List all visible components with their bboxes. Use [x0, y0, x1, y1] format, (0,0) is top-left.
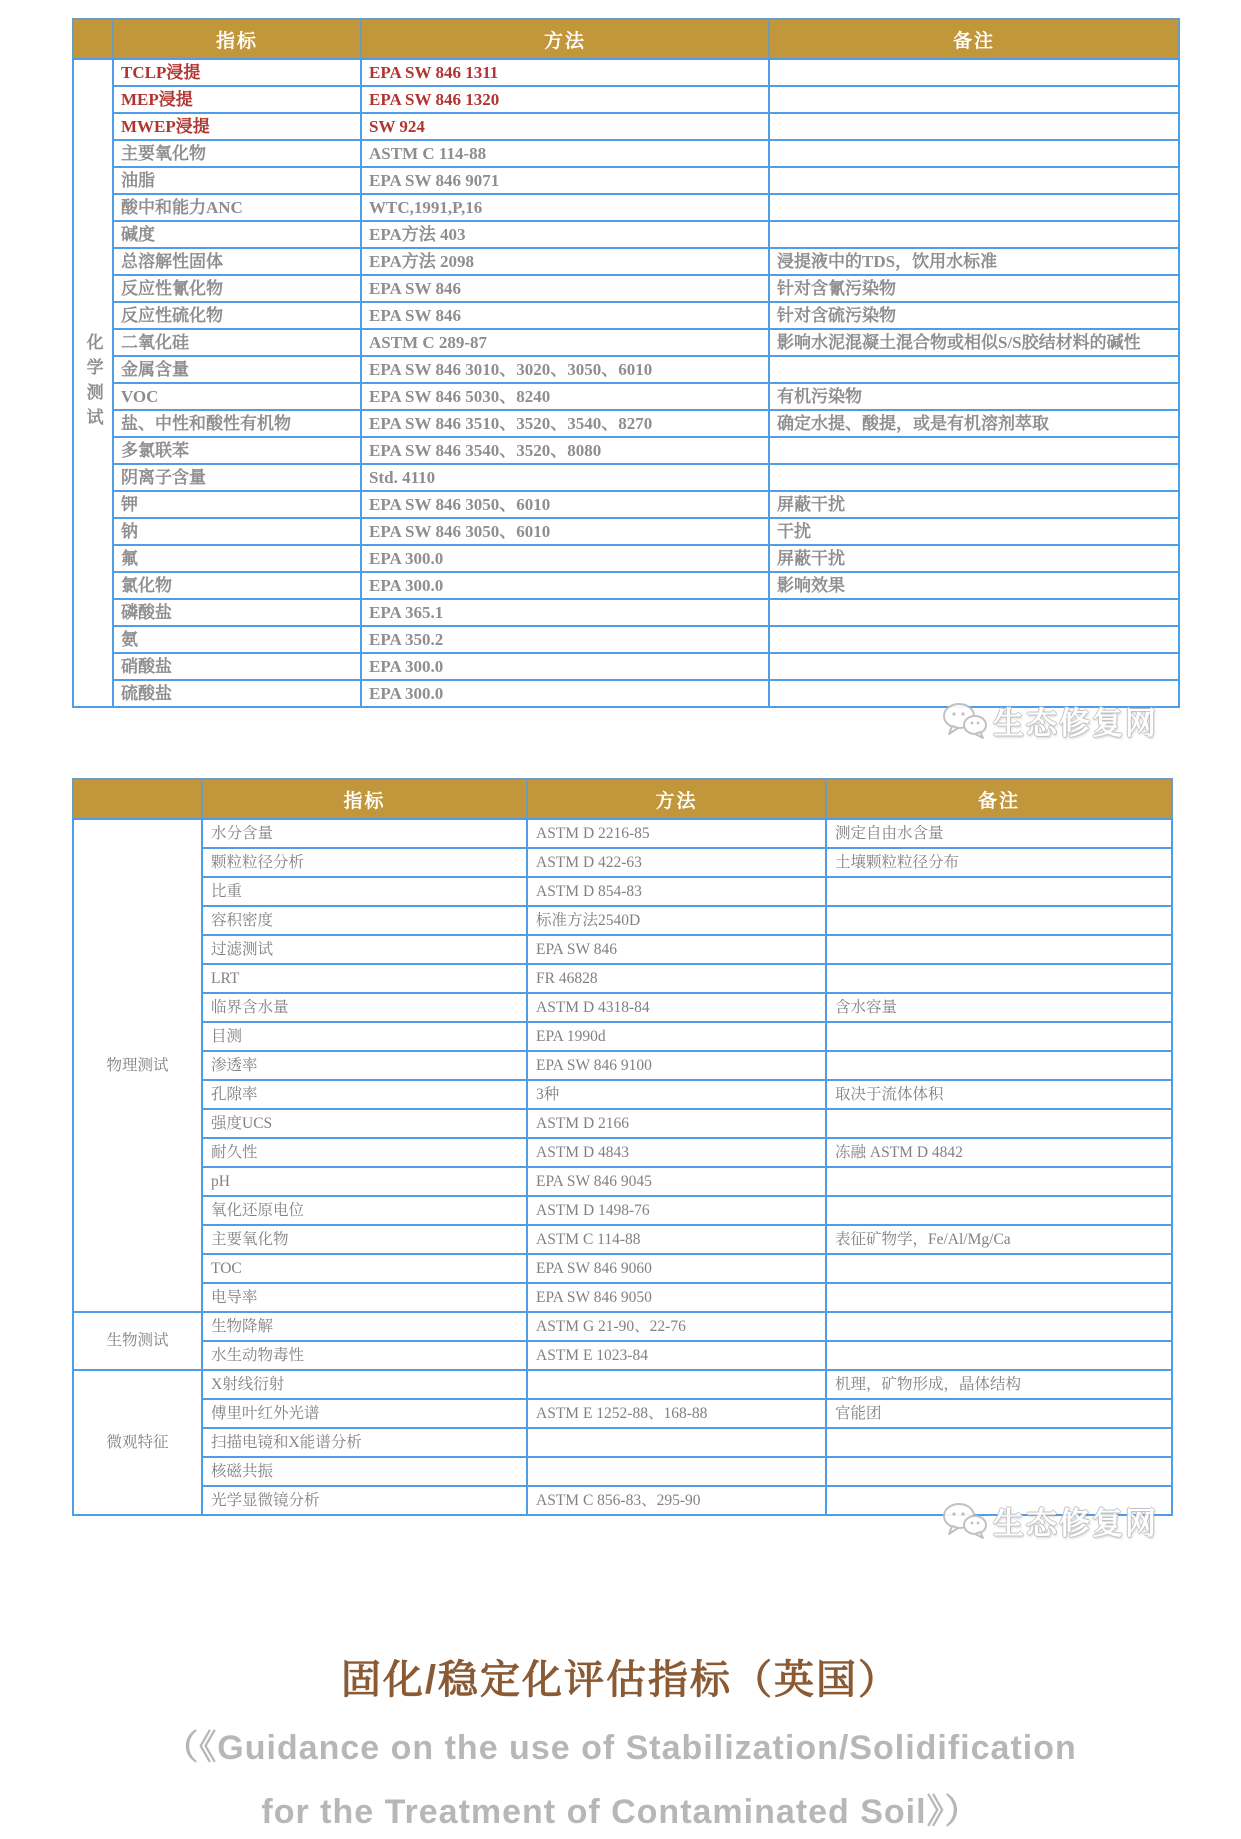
- table-row: [73, 906, 1172, 935]
- indicator-cell: MWEP浸提: [113, 113, 361, 140]
- table-row: [73, 275, 1179, 302]
- note-cell: [826, 964, 1172, 993]
- note-cell: 表征矿物学，Fe/Al/Mg/Ca: [826, 1225, 1172, 1254]
- method-cell: ASTM E 1252-88、168-88: [527, 1399, 826, 1428]
- note-cell: 针对含硫污染物: [769, 302, 1179, 329]
- method-cell: WTC,1991,P,16: [361, 194, 769, 221]
- indicator-cell: 水分含量: [202, 819, 527, 848]
- indicator-cell: X射线衍射: [202, 1370, 527, 1399]
- indicator-cell: 油脂: [113, 167, 361, 194]
- method-cell: EPA SW 846 3540、3520、8080: [361, 437, 769, 464]
- table-row: [73, 848, 1172, 877]
- note-cell: [769, 59, 1179, 86]
- table-row: [73, 1051, 1172, 1080]
- method-cell: EPA SW 846: [361, 275, 769, 302]
- row-group-label: 微观特征: [73, 1370, 202, 1515]
- table-row: [73, 113, 1179, 140]
- method-cell: EPA SW 846 3050、6010: [361, 518, 769, 545]
- table-row: [73, 1022, 1172, 1051]
- indicator-cell: 氟: [113, 545, 361, 572]
- method-cell: EPA 300.0: [361, 653, 769, 680]
- table-row: [73, 1109, 1172, 1138]
- row-group-label: 物理测试: [73, 819, 202, 1312]
- method-cell: EPA 350.2: [361, 626, 769, 653]
- table-row: [73, 819, 1172, 848]
- method-cell: EPA SW 846 5030、8240: [361, 383, 769, 410]
- column-header-indicator: 指标: [202, 779, 527, 819]
- watermark-text: 生态修复网: [993, 1506, 1158, 1541]
- indicator-cell: 耐久性: [202, 1138, 527, 1167]
- table-header-row: [73, 19, 1179, 59]
- note-cell: [826, 1486, 1172, 1515]
- table-row: [73, 1254, 1172, 1283]
- indicator-cell: pH: [202, 1167, 527, 1196]
- table-row: [73, 599, 1179, 626]
- indicator-cell: MEP浸提: [113, 86, 361, 113]
- note-cell: 含水容量: [826, 993, 1172, 1022]
- method-cell: EPA 300.0: [361, 572, 769, 599]
- method-cell: ASTM C 856-83、295-90: [527, 1486, 826, 1515]
- indicator-cell: VOC: [113, 383, 361, 410]
- indicator-cell: 钾: [113, 491, 361, 518]
- table-row: [73, 221, 1179, 248]
- table-row: [73, 1341, 1172, 1370]
- row-group-label: 化学测试: [73, 59, 113, 707]
- indicator-cell: 比重: [202, 877, 527, 906]
- indicator-cell: 目测: [202, 1022, 527, 1051]
- note-cell: [769, 437, 1179, 464]
- method-cell: EPA SW 846 1320: [361, 86, 769, 113]
- note-cell: 冻融 ASTM D 4842: [826, 1138, 1172, 1167]
- table-row: [73, 653, 1179, 680]
- note-cell: [826, 1051, 1172, 1080]
- indicator-cell: 光学显微镜分析: [202, 1486, 527, 1515]
- note-cell: [769, 194, 1179, 221]
- table-row: [73, 1370, 1172, 1399]
- method-cell: ASTM D 422-63: [527, 848, 826, 877]
- note-cell: 有机污染物: [769, 383, 1179, 410]
- note-cell: 浸提液中的TDS，饮用水标准: [769, 248, 1179, 275]
- table-row: [73, 329, 1179, 356]
- method-cell: EPA SW 846 3510、3520、3540、8270: [361, 410, 769, 437]
- table-row: [73, 383, 1179, 410]
- table-row: [73, 194, 1179, 221]
- note-cell: [826, 877, 1172, 906]
- note-cell: 测定自由水含量: [826, 819, 1172, 848]
- method-cell: EPA SW 846 9071: [361, 167, 769, 194]
- corner-cell: [73, 779, 202, 819]
- table-row: [73, 1138, 1172, 1167]
- note-cell: 确定水提、酸提，或是有机溶剂萃取: [769, 410, 1179, 437]
- indicator-cell: TCLP浸提: [113, 59, 361, 86]
- note-cell: [769, 113, 1179, 140]
- indicator-cell: 反应性氰化物: [113, 275, 361, 302]
- method-cell: 3种: [527, 1080, 826, 1109]
- table-row: [73, 1283, 1172, 1312]
- method-cell: EPA SW 846 9100: [527, 1051, 826, 1080]
- table-row: [73, 1080, 1172, 1109]
- method-cell: Std. 4110: [361, 464, 769, 491]
- table-row: [73, 464, 1179, 491]
- method-cell: EPA 300.0: [361, 545, 769, 572]
- corner-cell: [73, 19, 113, 59]
- indicator-cell: 容积密度: [202, 906, 527, 935]
- table-row: [73, 1196, 1172, 1225]
- method-cell: ASTM D 2216-85: [527, 819, 826, 848]
- note-cell: [769, 86, 1179, 113]
- method-cell: [527, 1370, 826, 1399]
- indicator-cell: 扫描电镜和X能谱分析: [202, 1428, 527, 1457]
- table-row: [73, 437, 1179, 464]
- table-row: [73, 964, 1172, 993]
- table-row: [73, 86, 1179, 113]
- method-cell: EPA SW 846 9045: [527, 1167, 826, 1196]
- note-cell: [769, 356, 1179, 383]
- method-cell: ASTM E 1023-84: [527, 1341, 826, 1370]
- note-cell: [826, 1167, 1172, 1196]
- indicator-cell: 多氯联苯: [113, 437, 361, 464]
- table-header-row: [73, 779, 1172, 819]
- indicator-cell: LRT: [202, 964, 527, 993]
- watermark-text: 生态修复网: [993, 706, 1158, 741]
- method-cell: EPA 365.1: [361, 599, 769, 626]
- table-row: [73, 935, 1172, 964]
- method-cell: 标准方法2540D: [527, 906, 826, 935]
- method-cell: EPA SW 846 9050: [527, 1283, 826, 1312]
- table-row: [73, 248, 1179, 275]
- note-cell: [769, 653, 1179, 680]
- method-cell: ASTM C 289-87: [361, 329, 769, 356]
- indicator-cell: 钠: [113, 518, 361, 545]
- indicator-cell: 强度UCS: [202, 1109, 527, 1138]
- chemical-test-table: [72, 18, 1180, 708]
- note-cell: [769, 221, 1179, 248]
- table-row: [73, 302, 1179, 329]
- method-cell: EPA 300.0: [361, 680, 769, 707]
- indicator-cell: 碱度: [113, 221, 361, 248]
- method-cell: EPA SW 846 9060: [527, 1254, 826, 1283]
- indicator-cell: 核磁共振: [202, 1457, 527, 1486]
- column-header-note: 备注: [769, 19, 1179, 59]
- note-cell: [826, 1341, 1172, 1370]
- method-cell: ASTM D 854-83: [527, 877, 826, 906]
- note-cell: [826, 935, 1172, 964]
- table-row: [73, 1399, 1172, 1428]
- indicator-cell: 电导率: [202, 1283, 527, 1312]
- table-row: [73, 1428, 1172, 1457]
- note-cell: [826, 906, 1172, 935]
- table-row: [73, 140, 1179, 167]
- note-cell: [826, 1428, 1172, 1457]
- indicator-cell: 总溶解性固体: [113, 248, 361, 275]
- method-cell: ASTM C 114-88: [361, 140, 769, 167]
- indicator-cell: 氯化物: [113, 572, 361, 599]
- column-header-method: 方法: [527, 779, 826, 819]
- method-cell: SW 924: [361, 113, 769, 140]
- note-cell: [826, 1254, 1172, 1283]
- method-cell: EPA SW 846 1311: [361, 59, 769, 86]
- indicator-cell: 主要氧化物: [202, 1225, 527, 1254]
- caption-title: 固化/稳定化评估指标（英国）: [340, 1658, 901, 1702]
- method-cell: EPA SW 846: [527, 935, 826, 964]
- indicator-cell: 水生动物毒性: [202, 1341, 527, 1370]
- caption-subtitle-line1: （《Guidance on the use of Stabilization/Solidification: [164, 1729, 1077, 1767]
- note-cell: [826, 1109, 1172, 1138]
- method-cell: EPA SW 846 3010、3020、3050、6010: [361, 356, 769, 383]
- note-cell: 取决于流体体积: [826, 1080, 1172, 1109]
- table-row: [73, 572, 1179, 599]
- method-cell: EPA SW 846: [361, 302, 769, 329]
- indicator-cell: TOC: [202, 1254, 527, 1283]
- physical-bio-micro-table: [72, 778, 1173, 1516]
- note-cell: [826, 1196, 1172, 1225]
- indicator-cell: 二氧化硅: [113, 329, 361, 356]
- column-header-indicator: 指标: [113, 19, 361, 59]
- method-cell: EPA 1990d: [527, 1022, 826, 1051]
- table-row: [73, 1457, 1172, 1486]
- method-cell: ASTM D 2166: [527, 1109, 826, 1138]
- note-cell: 机理，矿物形成，晶体结构: [826, 1370, 1172, 1399]
- note-cell: [769, 464, 1179, 491]
- table-row: [73, 545, 1179, 572]
- method-cell: [527, 1428, 826, 1457]
- indicator-cell: 磷酸盐: [113, 599, 361, 626]
- method-cell: ASTM C 114-88: [527, 1225, 826, 1254]
- row-group-label: 生物测试: [73, 1312, 202, 1370]
- indicator-cell: 颗粒粒径分析: [202, 848, 527, 877]
- indicator-cell: 过滤测试: [202, 935, 527, 964]
- indicator-cell: 硝酸盐: [113, 653, 361, 680]
- indicator-cell: 傅里叶红外光谱: [202, 1399, 527, 1428]
- note-cell: [826, 1022, 1172, 1051]
- caption-subtitle-line2: for the Treatment of Contaminated Soil》）: [261, 1793, 980, 1831]
- note-cell: 官能团: [826, 1399, 1172, 1428]
- note-cell: 影响水泥混凝土混合物或相似S/S胶结材料的碱性: [769, 329, 1179, 356]
- indicator-cell: 渗透率: [202, 1051, 527, 1080]
- note-cell: [826, 1283, 1172, 1312]
- indicator-cell: 反应性硫化物: [113, 302, 361, 329]
- indicator-cell: 阴离子含量: [113, 464, 361, 491]
- table-row: [73, 877, 1172, 906]
- table-row: [73, 167, 1179, 194]
- method-cell: ASTM G 21-90、22-76: [527, 1312, 826, 1341]
- indicator-cell: 生物降解: [202, 1312, 527, 1341]
- indicator-cell: 酸中和能力ANC: [113, 194, 361, 221]
- note-cell: 影响效果: [769, 572, 1179, 599]
- column-header-method: 方法: [361, 19, 769, 59]
- indicator-cell: 孔隙率: [202, 1080, 527, 1109]
- table-row: [73, 680, 1179, 707]
- table-row: [73, 993, 1172, 1022]
- table-row: [73, 59, 1179, 86]
- note-cell: [826, 1457, 1172, 1486]
- method-cell: ASTM D 1498-76: [527, 1196, 826, 1225]
- method-cell: ASTM D 4843: [527, 1138, 826, 1167]
- table-row: [73, 1312, 1172, 1341]
- indicator-cell: 硫酸盐: [113, 680, 361, 707]
- indicator-cell: 氧化还原电位: [202, 1196, 527, 1225]
- table-row: [73, 626, 1179, 653]
- column-header-note: 备注: [826, 779, 1172, 819]
- indicator-cell: 盐、中性和酸性有机物: [113, 410, 361, 437]
- note-cell: 土壤颗粒粒径分布: [826, 848, 1172, 877]
- indicator-cell: 金属含量: [113, 356, 361, 383]
- method-cell: EPA SW 846 3050、6010: [361, 491, 769, 518]
- table-row: [73, 518, 1179, 545]
- method-cell: EPA方法 2098: [361, 248, 769, 275]
- note-cell: [769, 140, 1179, 167]
- method-cell: EPA方法 403: [361, 221, 769, 248]
- table-row: [73, 1167, 1172, 1196]
- indicator-cell: 临界含水量: [202, 993, 527, 1022]
- note-cell: [769, 167, 1179, 194]
- note-cell: 针对含氰污染物: [769, 275, 1179, 302]
- indicator-cell: 主要氧化物: [113, 140, 361, 167]
- table-row: [73, 410, 1179, 437]
- note-cell: [769, 680, 1179, 707]
- note-cell: [826, 1312, 1172, 1341]
- table-row: [73, 1486, 1172, 1515]
- table-row: [73, 1225, 1172, 1254]
- method-cell: [527, 1457, 826, 1486]
- note-cell: [769, 599, 1179, 626]
- note-cell: [769, 626, 1179, 653]
- table-row: [73, 356, 1179, 383]
- table-row: [73, 491, 1179, 518]
- note-cell: 屏蔽干扰: [769, 545, 1179, 572]
- indicator-cell: 氨: [113, 626, 361, 653]
- method-cell: FR 46828: [527, 964, 826, 993]
- note-cell: 屏蔽干扰: [769, 491, 1179, 518]
- note-cell: 干扰: [769, 518, 1179, 545]
- method-cell: ASTM D 4318-84: [527, 993, 826, 1022]
